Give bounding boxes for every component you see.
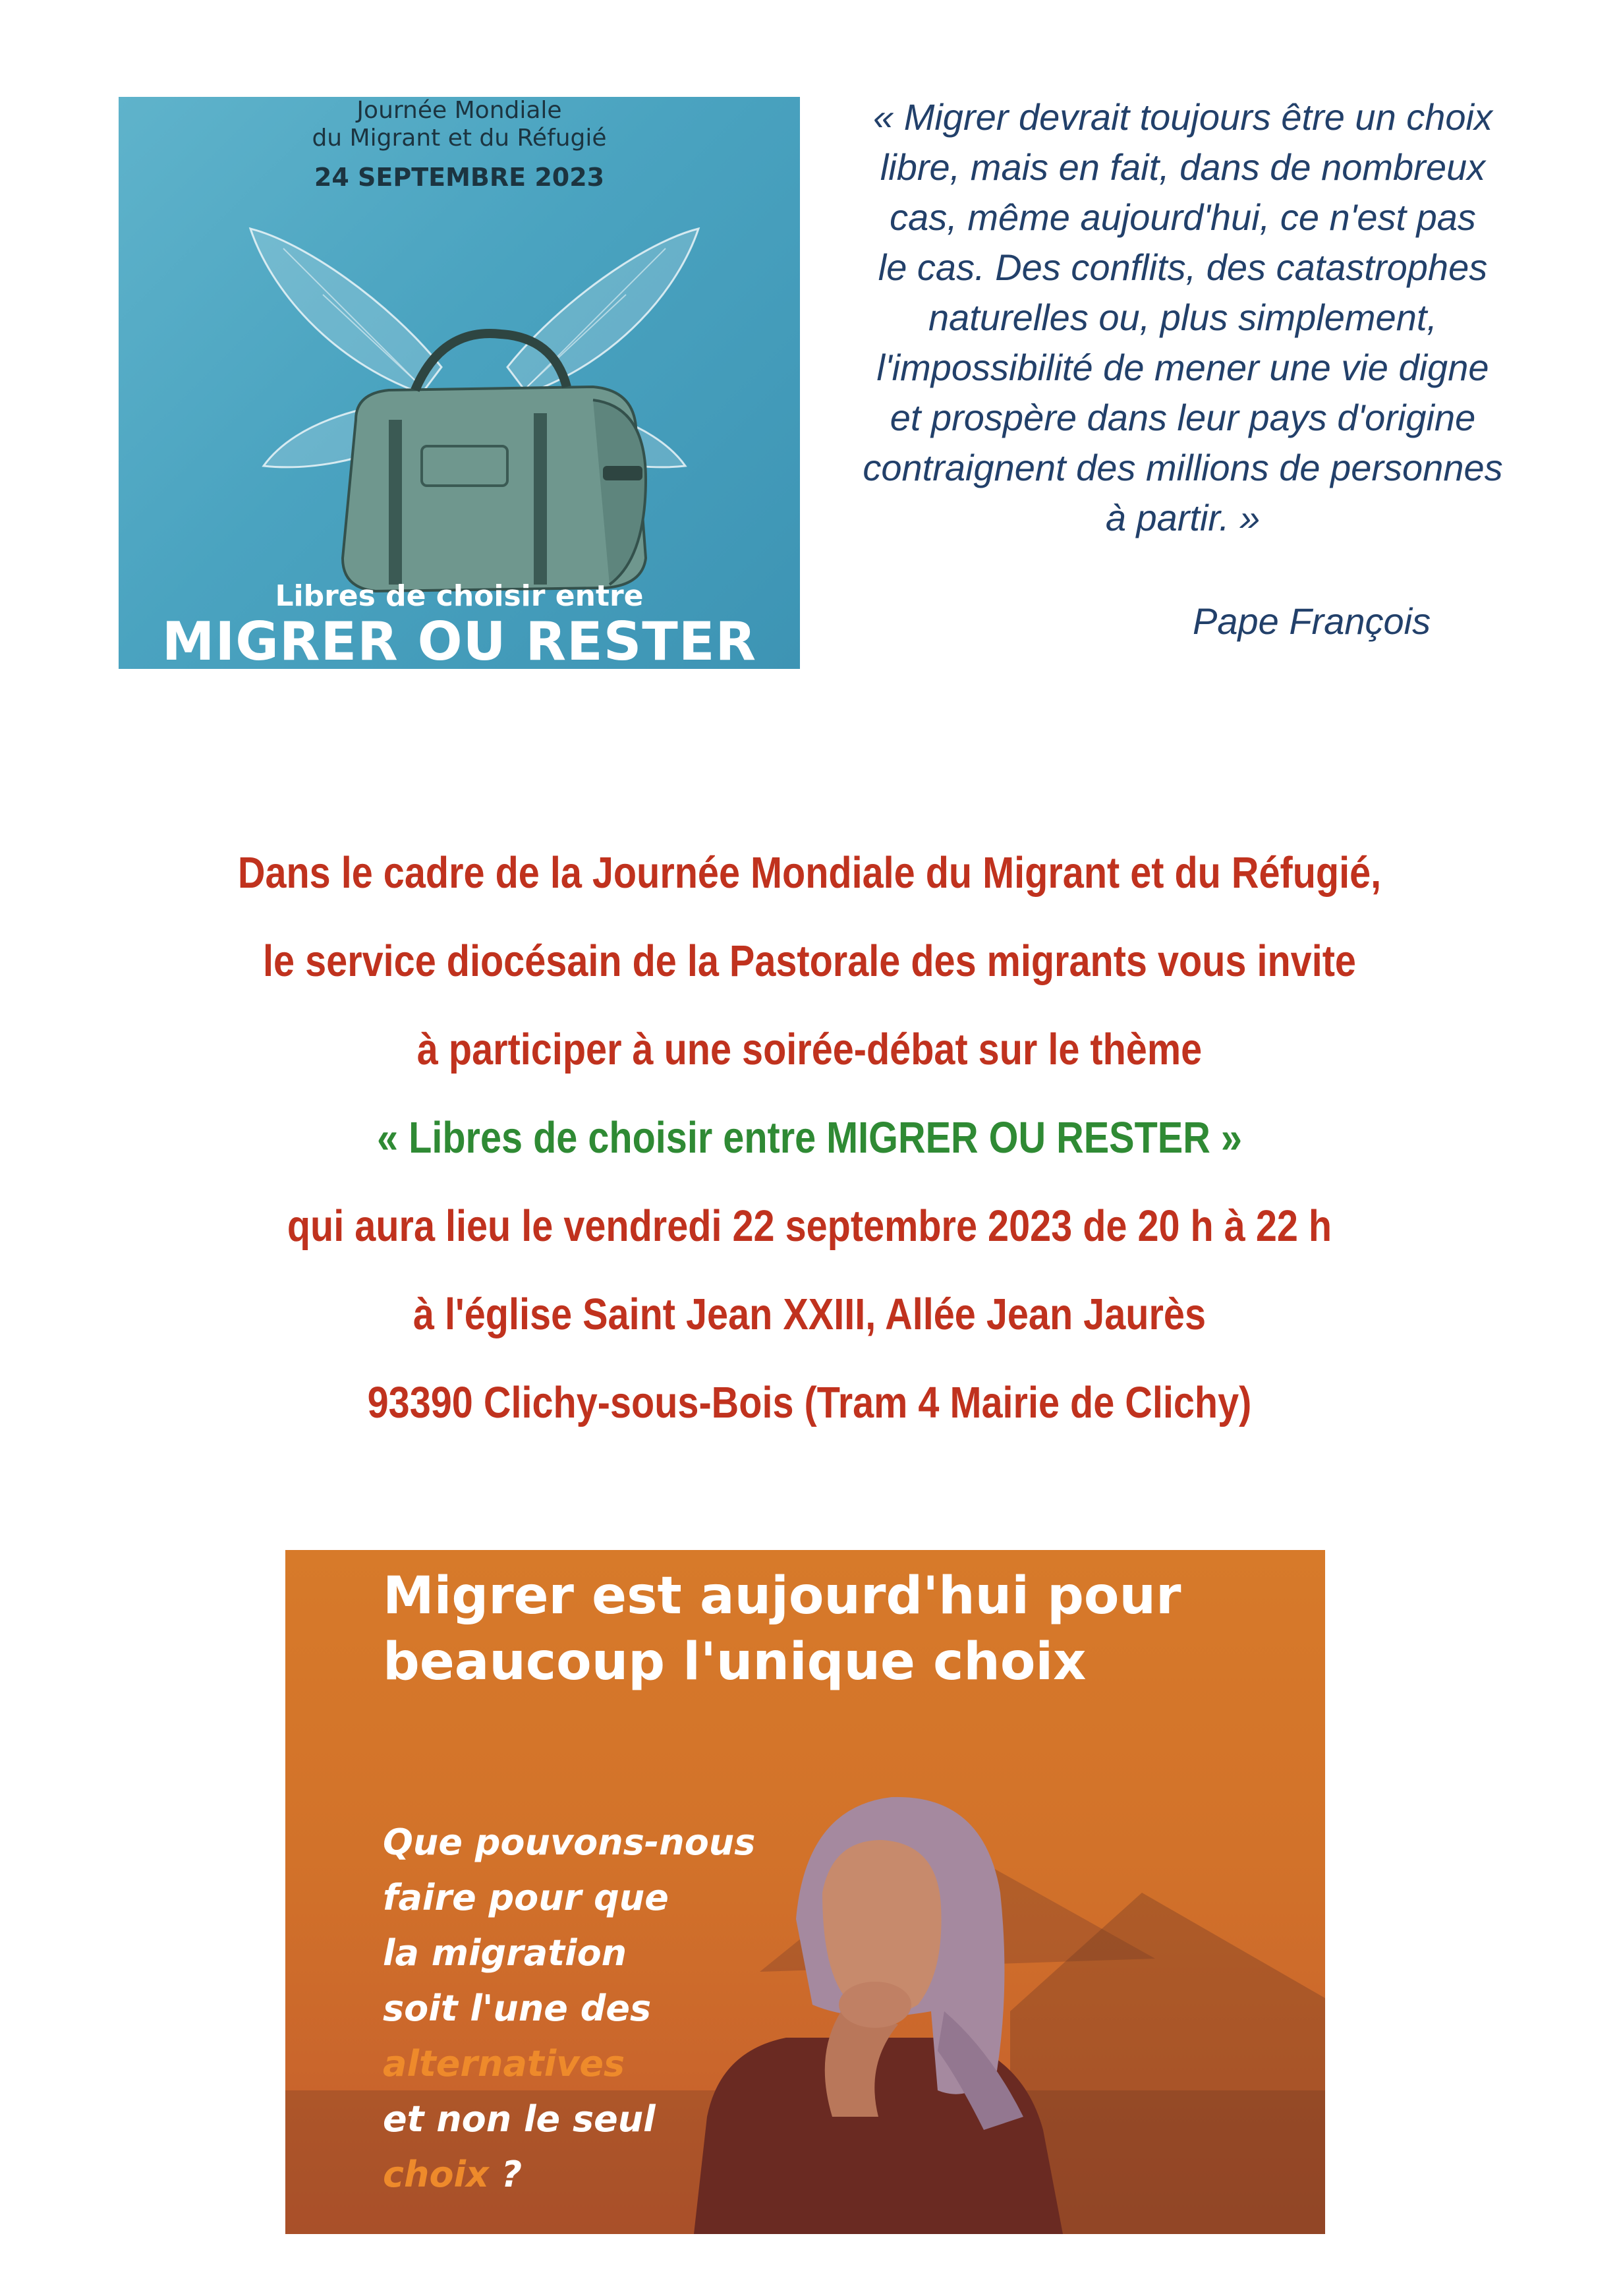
headline-line: beaucoup l'unique choix: [383, 1632, 1087, 1692]
theme-prefix: « Libres de choisir entre: [377, 1113, 827, 1162]
quote-author: Pape François: [1193, 600, 1431, 642]
bottom-question: [383, 1815, 755, 2202]
question-line: et non le seul: [383, 2098, 656, 2140]
question-highlight: choix: [383, 2154, 489, 2195]
top-poster: [119, 97, 800, 669]
quote-line: à partir. »: [1105, 497, 1261, 538]
invitation-line: qui aura lieu le vendredi 22 septembre 2023 de 20 h à 22 h: [287, 1201, 1332, 1251]
quote-line: le cas. Des conflits, des catastrophes: [878, 246, 1488, 288]
question-line: Que pouvons-nous: [383, 1822, 756, 1863]
invitation-line: Dans le cadre de la Journée Mondiale du Migrant et du Réfugié,: [237, 848, 1382, 898]
poster-event-line1: Journée Mondiale: [356, 97, 562, 124]
theme-highlight: MIGRER OU RESTER: [826, 1113, 1210, 1162]
invitation-line: le service diocésain de la Pastorale des migrants vous invite: [263, 936, 1356, 986]
question-line: faire pour que: [383, 1877, 669, 1918]
poster-subtitle: Libres de choisir entre: [275, 579, 644, 613]
headline-line: Migrer est aujourd'hui pour: [383, 1566, 1181, 1626]
question-line: la migration: [383, 1932, 627, 1974]
invitation-text: [0, 829, 1619, 1447]
question-line: soit l'une des: [383, 1988, 652, 2029]
poster-date: 24 SEPTEMBRE 2023: [314, 163, 605, 192]
invitation-line: à l'église Saint Jean XXIII, Allée Jean Jaurès: [412, 1290, 1206, 1339]
quote-line: et prospère dans leur pays d'origine: [890, 397, 1476, 438]
bottom-headline: [383, 1563, 1181, 1695]
invitation-line: à participer à une soirée-débat sur le thème: [416, 1025, 1203, 1074]
bottom-poster: [285, 1550, 1325, 2234]
theme-suffix: »: [1210, 1113, 1242, 1162]
quote-line: naturelles ou, plus simplement,: [928, 297, 1437, 338]
quote-line: « Migrer devrait toujours être un choix: [873, 96, 1492, 138]
pope-quote: [817, 92, 1548, 543]
question-highlight: alternatives: [383, 2043, 625, 2084]
quote-line: contraignent des millions de personnes: [863, 447, 1503, 488]
quote-line: cas, même aujourd'hui, ce n'est pas: [890, 196, 1476, 238]
winged-travel-bag-icon: [224, 202, 725, 611]
invitation-line: 93390 Clichy-sous-Bois (Tram 4 Mairie de Clichy): [367, 1378, 1252, 1427]
question-last-line: [383, 2147, 755, 2202]
poster-title: MIGRER OU RESTER: [161, 611, 757, 669]
invitation-theme: [113, 1094, 1506, 1182]
question-mark: ?: [488, 2154, 523, 2195]
quote-line: libre, mais en fait, dans de nombreux: [880, 146, 1486, 188]
poster-event-line2: du Migrant et du Réfugié: [312, 125, 607, 152]
quote-line: l'impossibilité de mener une vie digne: [876, 347, 1489, 388]
